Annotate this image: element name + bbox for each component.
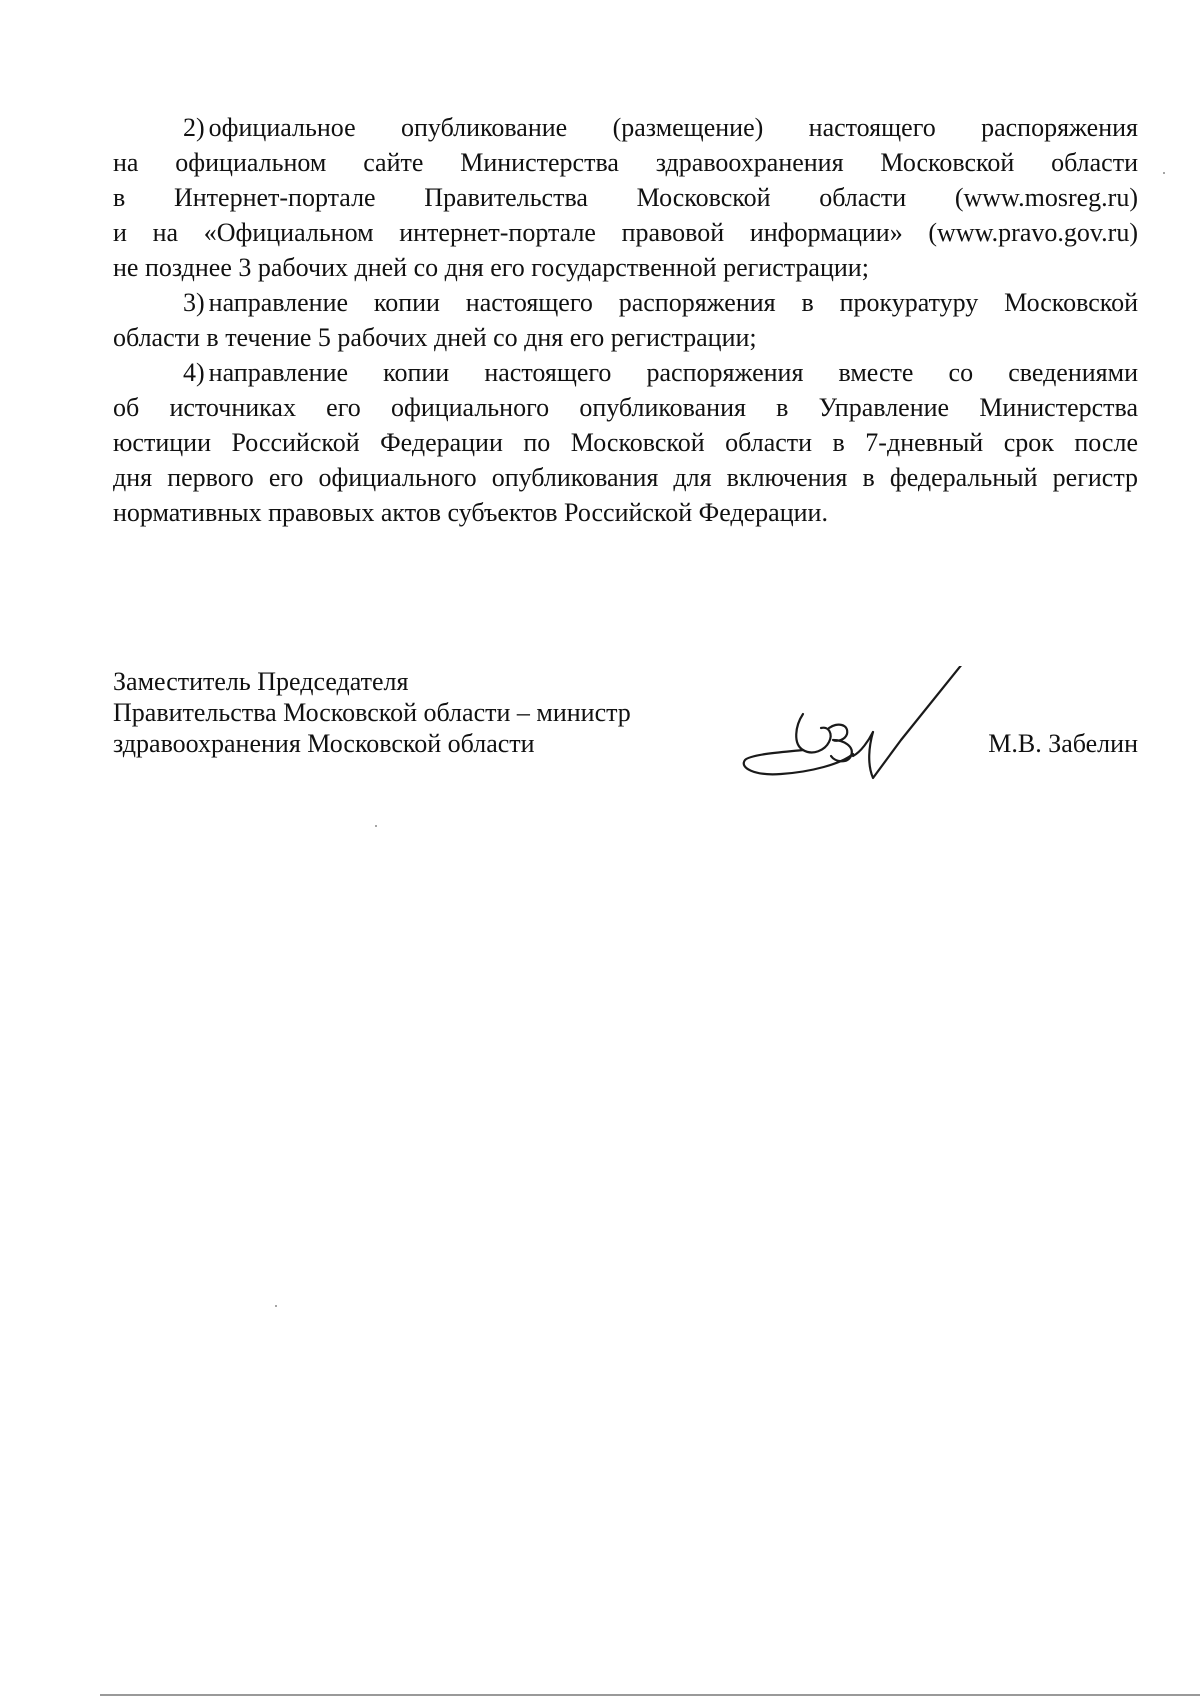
paragraph-item-2 — [113, 110, 1138, 285]
signer-title — [113, 666, 733, 759]
paragraph-line: об источниках его официального опубликования в Управление Министерства — [113, 393, 1138, 422]
signature-strokes — [744, 666, 973, 778]
paragraph-number: 4) — [183, 358, 205, 387]
signer-title-line: Правительства Московской области – министр — [113, 698, 631, 727]
paragraph-line: нормативных правовых актов субъектов Российской Федерации. — [113, 498, 828, 527]
paragraph-line: 4) направление копии настоящего распоряжения вместе со сведениями — [183, 358, 1138, 387]
paragraph-line: дня первого его официального опубликования для включения в федеральный регистр — [113, 463, 1138, 492]
paragraph-line: не позднее 3 рабочих дней со дня его государственной регистрации; — [113, 253, 869, 282]
document-body — [113, 110, 1138, 530]
paragraph-line: юстиции Российской Федерации по Московской области в 7-дневный срок после — [113, 428, 1138, 457]
scan-edge-line — [100, 1694, 1200, 1696]
paragraph-number: 3) — [183, 288, 205, 317]
handwritten-signature-icon — [733, 666, 973, 786]
scan-speck — [1163, 172, 1165, 174]
paragraph-line: в Интернет-портале Правительства Московской области (www.mosreg.ru) — [113, 183, 1138, 212]
paragraph-number: 2) — [183, 113, 205, 142]
paragraph-line: области в течение 5 рабочих дней со дня его регистрации; — [113, 323, 757, 352]
signer-name: М.В. Забелин — [988, 729, 1138, 758]
signer-title-line: здравоохранения Московской области — [113, 729, 535, 758]
paragraph-line: 2) официальное опубликование (размещение) настоящего распоряжения — [183, 113, 1138, 142]
paragraph-line: 3) направление копии настоящего распоряжения в прокуратуру Московской — [183, 288, 1138, 317]
paragraph-line: и на «Официальном интернет-портале правовой информации» (www.pravo.gov.ru) — [113, 218, 1138, 247]
scan-speck — [375, 825, 377, 827]
paragraph-line: на официальном сайте Министерства здравоохранения Московской области — [113, 148, 1138, 177]
signer-title-line: Заместитель Председателя — [113, 667, 409, 696]
paragraph-item-4 — [113, 355, 1138, 530]
signature-block — [113, 666, 1138, 786]
scan-speck — [275, 1305, 277, 1307]
paragraph-item-3 — [113, 285, 1138, 355]
